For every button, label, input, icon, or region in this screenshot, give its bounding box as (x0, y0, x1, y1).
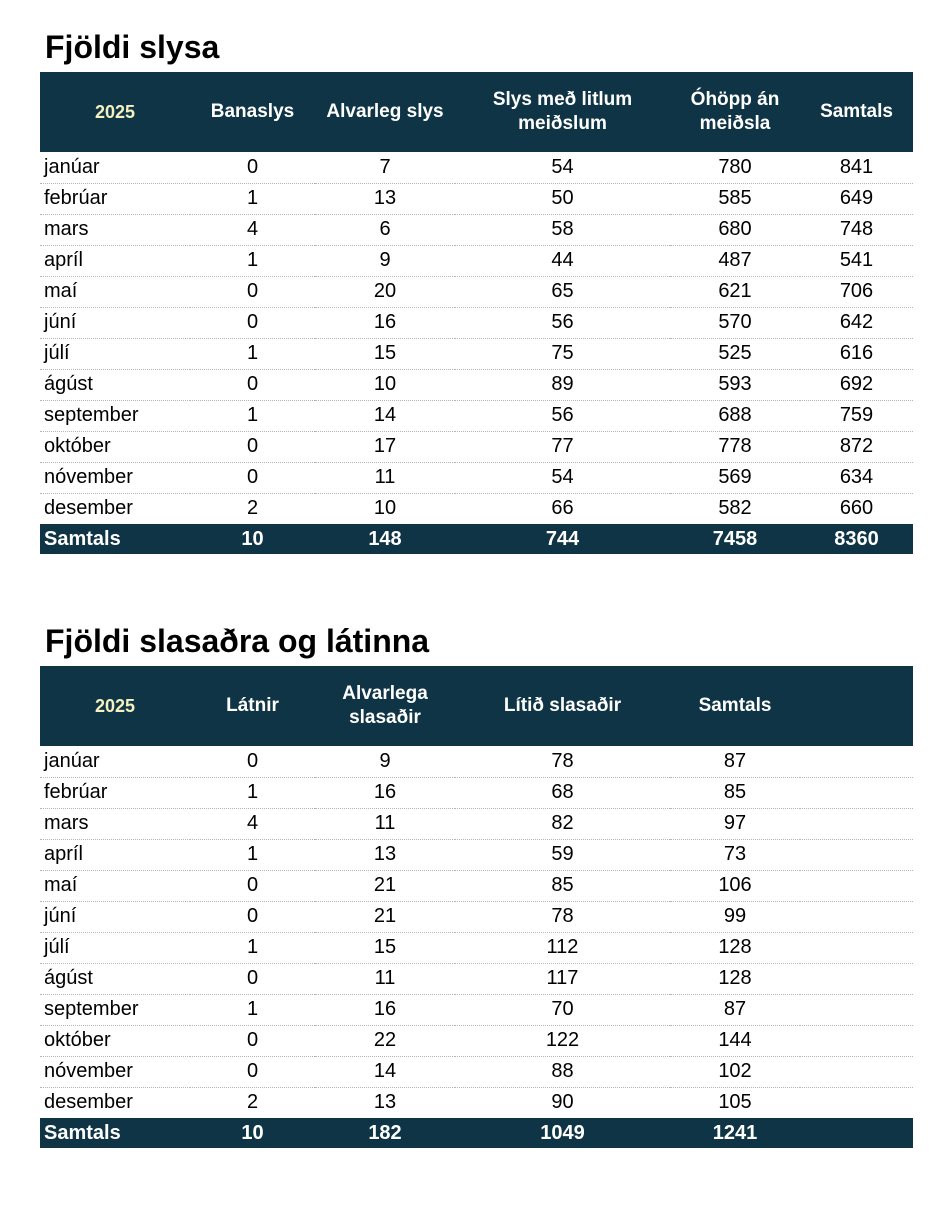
value-cell: 0 (190, 152, 315, 183)
column-header: Banaslys (210, 101, 295, 122)
value-cell: 0 (190, 276, 315, 307)
value-cell: 0 (190, 307, 315, 338)
month-cell: maí (40, 870, 190, 901)
total-value-cell: 8360 (834, 527, 879, 550)
value-cell: 1 (190, 183, 315, 214)
value-cell: 0 (190, 901, 315, 932)
value-cell: 105 (718, 1091, 752, 1114)
month-cell: nóvember (40, 1056, 190, 1087)
value-cell: 0 (190, 369, 315, 400)
value-cell: 642 (800, 307, 913, 338)
value-cell: 692 (800, 369, 913, 400)
empty-cell (800, 1118, 913, 1148)
column-header: Alvarleg slys (326, 101, 444, 122)
value-cell: 106 (670, 870, 800, 901)
accidents-table-body (40, 152, 913, 524)
value-cell: 1 (190, 338, 315, 369)
value-cell: 16 (315, 307, 455, 338)
value-cell: 582 (718, 497, 752, 520)
empty-cell (800, 1025, 913, 1056)
column-header: Lítið slasaðir (503, 695, 622, 716)
total-label-cell: Samtals (44, 1121, 121, 1144)
value-cell: 85 (670, 777, 800, 808)
value-cell: 0 (190, 1025, 315, 1056)
value-cell: 0 (190, 431, 315, 462)
value-cell: 89 (455, 369, 670, 400)
month-cell: desember (44, 497, 133, 520)
value-cell: 4 (190, 808, 315, 839)
casualties-section (40, 622, 913, 1148)
month-cell: júlí (40, 338, 190, 369)
table-row (40, 777, 913, 808)
value-cell: 9 (315, 245, 455, 276)
value-cell: 748 (800, 214, 913, 245)
column-header: Látnir (226, 695, 279, 716)
value-cell: 1 (190, 777, 315, 808)
month-cell: desember (44, 1091, 133, 1114)
value-cell: 6 (315, 214, 455, 245)
value-cell: 0 (190, 746, 315, 777)
value-cell: 16 (315, 994, 455, 1025)
table-row (40, 152, 913, 183)
value-cell: 87 (670, 746, 800, 777)
value-cell: 15 (315, 932, 455, 963)
table-row (40, 245, 913, 276)
value-cell: 778 (670, 431, 800, 462)
year-header: 2025 (94, 696, 136, 716)
accidents-table-header (40, 72, 913, 152)
value-cell: 7 (315, 152, 455, 183)
total-value-cell: 744 (545, 527, 580, 550)
total-value-cell: 10 (241, 1121, 264, 1144)
total-value-cell: 10 (241, 527, 264, 550)
value-cell: 634 (800, 462, 913, 493)
total-value-cell: 1049 (540, 1121, 585, 1144)
value-cell: 541 (800, 245, 913, 276)
month-cell: febrúar (40, 777, 190, 808)
month-cell: mars (40, 214, 190, 245)
month-cell: október (40, 1025, 190, 1056)
value-cell: 621 (670, 276, 800, 307)
value-cell: 87 (670, 994, 800, 1025)
total-value-cell: 148 (368, 527, 402, 550)
value-cell: 78 (455, 901, 670, 932)
column-header: Samtals (820, 101, 893, 122)
table-row (40, 1025, 913, 1056)
table-row (40, 870, 913, 901)
empty-cell (800, 1087, 913, 1118)
value-cell: 78 (455, 746, 670, 777)
total-value-cell: 1241 (712, 1121, 758, 1144)
value-cell: 65 (455, 276, 670, 307)
value-cell: 13 (373, 1091, 397, 1114)
value-cell: 9 (315, 746, 455, 777)
month-cell: júlí (40, 932, 190, 963)
value-cell: 44 (455, 245, 670, 276)
value-cell: 570 (670, 307, 800, 338)
value-cell: 21 (315, 901, 455, 932)
column-header: Samtals (698, 695, 772, 716)
value-cell: 128 (670, 963, 800, 994)
empty-cell (800, 994, 913, 1025)
value-cell: 128 (670, 932, 800, 963)
accidents-table (40, 72, 913, 554)
value-cell: 70 (455, 994, 670, 1025)
empty-cell (800, 1056, 913, 1087)
value-cell: 680 (670, 214, 800, 245)
value-cell: 88 (455, 1056, 670, 1087)
month-cell: mars (40, 808, 190, 839)
empty-cell (800, 839, 913, 870)
value-cell: 0 (190, 462, 315, 493)
empty-cell (800, 901, 913, 932)
casualties-table-header (40, 666, 913, 746)
value-cell: 56 (455, 307, 670, 338)
total-value-cell: 7458 (712, 527, 758, 550)
value-cell: 2 (246, 1091, 259, 1114)
value-cell: 14 (315, 400, 455, 431)
empty-header (800, 666, 913, 746)
month-cell: ágúst (40, 369, 190, 400)
value-cell: 487 (670, 245, 800, 276)
report-page (0, 28, 950, 1148)
month-cell: október (40, 431, 190, 462)
table-row (40, 338, 913, 369)
value-cell: 780 (670, 152, 800, 183)
value-cell: 616 (800, 338, 913, 369)
table-row (40, 214, 913, 245)
value-cell: 68 (455, 777, 670, 808)
total-row (40, 1118, 913, 1148)
value-cell: 75 (455, 338, 670, 369)
value-cell: 122 (455, 1025, 670, 1056)
value-cell: 85 (455, 870, 670, 901)
value-cell: 112 (455, 932, 670, 963)
accidents-table-title: Fjöldi slysa (45, 29, 220, 65)
month-cell: apríl (40, 839, 190, 870)
value-cell: 593 (670, 369, 800, 400)
value-cell: 13 (315, 183, 455, 214)
table-row (40, 400, 913, 431)
table-row (40, 493, 913, 524)
value-cell: 82 (455, 808, 670, 839)
table-row (40, 808, 913, 839)
value-cell: 66 (551, 497, 574, 520)
table-row (40, 901, 913, 932)
value-cell: 59 (455, 839, 670, 870)
value-cell: 841 (800, 152, 913, 183)
value-cell: 144 (670, 1025, 800, 1056)
casualties-table-body (40, 746, 913, 1118)
value-cell: 0 (190, 870, 315, 901)
month-cell: september (40, 994, 190, 1025)
table-row (40, 839, 913, 870)
empty-cell (800, 777, 913, 808)
value-cell: 585 (670, 183, 800, 214)
value-cell: 54 (455, 462, 670, 493)
table-row (40, 462, 913, 493)
value-cell: 15 (315, 338, 455, 369)
table-row (40, 307, 913, 338)
value-cell: 706 (800, 276, 913, 307)
value-cell: 73 (670, 839, 800, 870)
value-cell: 22 (315, 1025, 455, 1056)
value-cell: 77 (455, 431, 670, 462)
value-cell: 54 (455, 152, 670, 183)
casualties-table-footer (40, 1118, 913, 1148)
column-header: Slys með litlum meiðslum (492, 89, 633, 134)
month-cell: júní (40, 307, 190, 338)
accidents-section (40, 28, 913, 554)
value-cell: 1 (190, 400, 315, 431)
value-cell: 0 (190, 1056, 315, 1087)
table-row (40, 746, 913, 777)
value-cell: 11 (315, 963, 455, 994)
value-cell: 102 (670, 1056, 800, 1087)
value-cell: 4 (190, 214, 315, 245)
value-cell: 569 (670, 462, 800, 493)
month-cell: september (40, 400, 190, 431)
value-cell: 1 (190, 994, 315, 1025)
value-cell: 99 (670, 901, 800, 932)
column-header: Óhöpp án meiðsla (690, 89, 780, 134)
value-cell: 1 (190, 245, 315, 276)
value-cell: 13 (315, 839, 455, 870)
value-cell: 16 (315, 777, 455, 808)
empty-cell (800, 932, 913, 963)
empty-cell (800, 808, 913, 839)
table-row (40, 994, 913, 1025)
table-row (40, 431, 913, 462)
table-row (40, 1056, 913, 1087)
table-row (40, 932, 913, 963)
value-cell: 14 (315, 1056, 455, 1087)
table-row (40, 1087, 913, 1118)
total-row (40, 524, 913, 554)
value-cell: 2 (246, 497, 259, 520)
value-cell: 660 (839, 497, 874, 520)
month-cell: febrúar (40, 183, 190, 214)
value-cell: 20 (315, 276, 455, 307)
column-header: Alvarlega slasaðir (342, 683, 428, 728)
month-cell: júní (40, 901, 190, 932)
value-cell: 90 (551, 1091, 574, 1114)
value-cell: 1 (190, 839, 315, 870)
empty-cell (800, 746, 913, 777)
month-cell: apríl (40, 245, 190, 276)
casualties-table (40, 666, 913, 1148)
year-header: 2025 (94, 102, 136, 122)
value-cell: 56 (455, 400, 670, 431)
table-row (40, 183, 913, 214)
month-cell: janúar (40, 746, 190, 777)
table-row (40, 963, 913, 994)
value-cell: 17 (315, 431, 455, 462)
value-cell: 688 (670, 400, 800, 431)
value-cell: 21 (315, 870, 455, 901)
month-cell: ágúst (40, 963, 190, 994)
accidents-table-footer (40, 524, 913, 554)
value-cell: 1 (190, 932, 315, 963)
value-cell: 97 (670, 808, 800, 839)
value-cell: 11 (315, 808, 455, 839)
value-cell: 10 (315, 369, 455, 400)
value-cell: 0 (190, 963, 315, 994)
empty-cell (800, 963, 913, 994)
total-label-cell: Samtals (44, 527, 121, 550)
month-cell: maí (40, 276, 190, 307)
value-cell: 11 (315, 462, 455, 493)
total-value-cell: 182 (368, 1121, 402, 1144)
month-cell: janúar (40, 152, 190, 183)
value-cell: 58 (455, 214, 670, 245)
month-cell: nóvember (40, 462, 190, 493)
table-row (40, 369, 913, 400)
empty-cell (800, 870, 913, 901)
value-cell: 872 (800, 431, 913, 462)
value-cell: 50 (455, 183, 670, 214)
value-cell: 525 (670, 338, 800, 369)
value-cell: 649 (800, 183, 913, 214)
value-cell: 10 (373, 497, 397, 520)
table-row (40, 276, 913, 307)
value-cell: 117 (455, 963, 670, 994)
casualties-table-title: Fjöldi slasaðra og látinna (45, 623, 430, 659)
value-cell: 759 (800, 400, 913, 431)
